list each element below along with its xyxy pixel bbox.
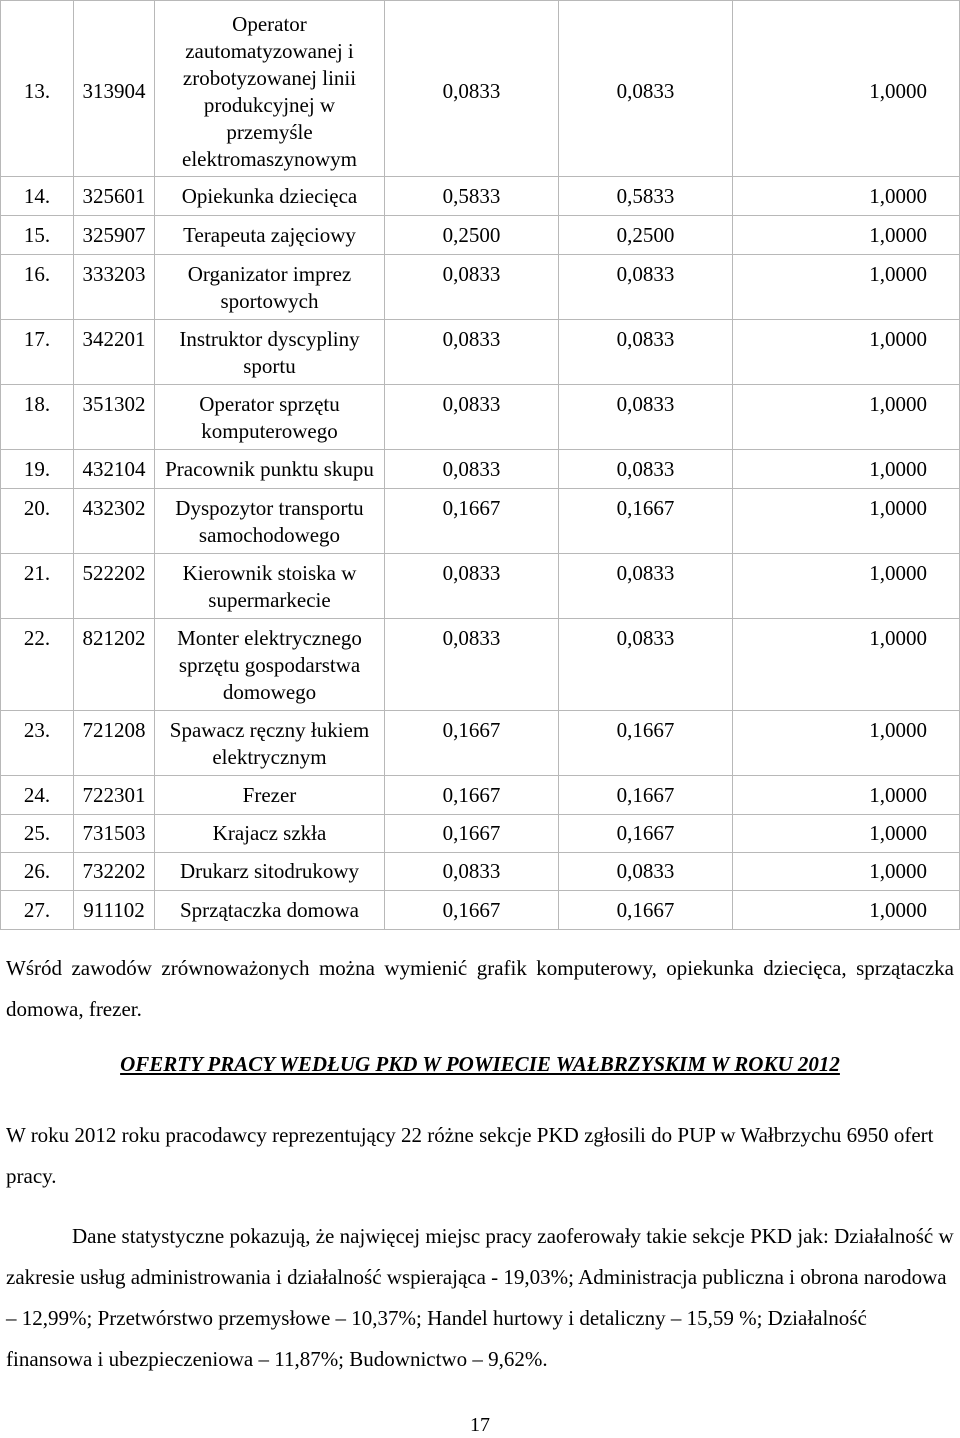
value-1: 0,0833 <box>385 619 559 711</box>
value-2: 0,1667 <box>559 711 733 776</box>
value-2: 0,5833 <box>559 177 733 216</box>
row-number: 15. <box>1 216 74 255</box>
occupation-name: Sprzątaczka domowa <box>155 891 385 930</box>
value-1: 0,0833 <box>385 1 559 177</box>
value-2: 0,0833 <box>559 255 733 320</box>
value-1: 0,0833 <box>385 320 559 385</box>
value-2: 0,1667 <box>559 489 733 554</box>
value-3: 1,0000 <box>733 255 960 320</box>
value-1: 0,5833 <box>385 177 559 216</box>
table-row <box>1 1 960 177</box>
value-1: 0,1667 <box>385 815 559 853</box>
table-row <box>1 711 960 776</box>
occupation-code: 722301 <box>74 776 155 815</box>
value-1: 0,1667 <box>385 776 559 815</box>
value-2: 0,1667 <box>559 891 733 930</box>
table-row <box>1 554 960 619</box>
occupation-name: Drukarz sitodrukowy <box>155 853 385 891</box>
value-1: 0,2500 <box>385 216 559 255</box>
occupation-code: 333203 <box>74 255 155 320</box>
value-2: 0,0833 <box>559 385 733 450</box>
value-2: 0,1667 <box>559 815 733 853</box>
occupation-name: Dyspozytor transportu samochodowego <box>155 489 385 554</box>
occupation-code: 351302 <box>74 385 155 450</box>
page-number: 17 <box>470 1414 490 1436</box>
table-row <box>1 489 960 554</box>
value-1: 0,1667 <box>385 711 559 776</box>
value-2: 0,0833 <box>559 619 733 711</box>
table-row <box>1 177 960 216</box>
row-number: 26. <box>1 853 74 891</box>
value-3: 1,0000 <box>733 711 960 776</box>
value-3: 1,0000 <box>733 1 960 177</box>
value-2: 0,2500 <box>559 216 733 255</box>
table-row <box>1 385 960 450</box>
value-3: 1,0000 <box>733 853 960 891</box>
occupation-name: Krajacz szkła <box>155 815 385 853</box>
value-3: 1,0000 <box>733 216 960 255</box>
occupation-name: Kierownik stoiska w supermarkecie <box>155 554 385 619</box>
value-1: 0,1667 <box>385 891 559 930</box>
occupation-code: 911102 <box>74 891 155 930</box>
value-3: 1,0000 <box>733 554 960 619</box>
value-1: 0,0833 <box>385 385 559 450</box>
occupation-name: Pracownik punktu skupu <box>155 450 385 489</box>
table-row <box>1 853 960 891</box>
occupation-code: 325907 <box>74 216 155 255</box>
row-number: 19. <box>1 450 74 489</box>
section-heading: OFERTY PRACY WEDŁUG PKD W POWIECIE WAŁBRZYSKIM W ROKU 2012 <box>120 1052 840 1076</box>
occupation-code: 342201 <box>74 320 155 385</box>
table-row <box>1 216 960 255</box>
summary-paragraph: Wśród zawodów zrównoważonych można wymienić grafik komputerowy, opiekunka dziecięca, sprzątaczka domowa, frezer. <box>6 956 954 1021</box>
value-2: 0,0833 <box>559 853 733 891</box>
table-row <box>1 619 960 711</box>
occupation-code: 313904 <box>74 1 155 177</box>
occupation-name: Terapeuta zajęciowy <box>155 216 385 255</box>
occupation-code: 821202 <box>74 619 155 711</box>
occupation-name: Operator sprzętu komputerowego <box>155 385 385 450</box>
value-3: 1,0000 <box>733 815 960 853</box>
row-number: 13. <box>1 1 74 177</box>
value-3: 1,0000 <box>733 385 960 450</box>
row-number: 25. <box>1 815 74 853</box>
offers-paragraph: W roku 2012 roku pracodawcy reprezentujący 22 różne sekcje PKD zgłosili do PUP w Wałbrzychu 6950 ofert pracy. <box>6 1123 934 1188</box>
table-row <box>1 776 960 815</box>
occupation-name: Operator zautomatyzowanej i zrobotyzowanej linii produkcyjnej w przemyśle elektromaszynowym <box>155 1 385 177</box>
value-1: 0,0833 <box>385 450 559 489</box>
row-number: 17. <box>1 320 74 385</box>
table-row <box>1 815 960 853</box>
value-3: 1,0000 <box>733 489 960 554</box>
value-1: 0,0833 <box>385 255 559 320</box>
row-number: 20. <box>1 489 74 554</box>
occupation-name: Organizator imprez sportowych <box>155 255 385 320</box>
row-number: 14. <box>1 177 74 216</box>
table-row <box>1 450 960 489</box>
row-number: 18. <box>1 385 74 450</box>
value-3: 1,0000 <box>733 320 960 385</box>
occupation-code: 432302 <box>74 489 155 554</box>
occupation-code: 731503 <box>74 815 155 853</box>
value-1: 0,0833 <box>385 853 559 891</box>
table-row <box>1 255 960 320</box>
value-3: 1,0000 <box>733 891 960 930</box>
value-1: 0,0833 <box>385 554 559 619</box>
occupation-name: Spawacz ręczny łukiem elektrycznym <box>155 711 385 776</box>
row-number: 22. <box>1 619 74 711</box>
value-1: 0,1667 <box>385 489 559 554</box>
occupation-code: 325601 <box>74 177 155 216</box>
value-2: 0,1667 <box>559 776 733 815</box>
row-number: 23. <box>1 711 74 776</box>
table-row <box>1 891 960 930</box>
row-number: 24. <box>1 776 74 815</box>
occupation-name: Instruktor dyscypliny sportu <box>155 320 385 385</box>
occupation-code: 522202 <box>74 554 155 619</box>
value-2: 0,0833 <box>559 320 733 385</box>
row-number: 21. <box>1 554 74 619</box>
occupation-name: Opiekunka dziecięca <box>155 177 385 216</box>
row-number: 16. <box>1 255 74 320</box>
value-3: 1,0000 <box>733 776 960 815</box>
value-2: 0,0833 <box>559 450 733 489</box>
row-number: 27. <box>1 891 74 930</box>
occupation-name: Frezer <box>155 776 385 815</box>
value-3: 1,0000 <box>733 177 960 216</box>
occupation-code: 732202 <box>74 853 155 891</box>
occupation-code: 432104 <box>74 450 155 489</box>
occupation-code: 721208 <box>74 711 155 776</box>
statistics-paragraph: Dane statystyczne pokazują, że najwięcej miejsc pracy zaoferowały takie sekcje PKD jak: Działalność w zakresie usług administrowania i działalność wspierająca - 19,03%; Administracja publiczna i obrona narodowa – 12,99%; Przetwórstwo przemysłowe – 10,37%; Handel hurtowy i detaliczny – 15,59 %; Działalność finansowa i ubezpieczeniowa – 11,87%; Budownictwo – 9,62%. <box>6 1224 954 1371</box>
value-3: 1,0000 <box>733 619 960 711</box>
occupation-name: Monter elektrycznego sprzętu gospodarstwa domowego <box>155 619 385 711</box>
value-3: 1,0000 <box>733 450 960 489</box>
value-2: 0,0833 <box>559 1 733 177</box>
table-row <box>1 320 960 385</box>
value-2: 0,0833 <box>559 554 733 619</box>
